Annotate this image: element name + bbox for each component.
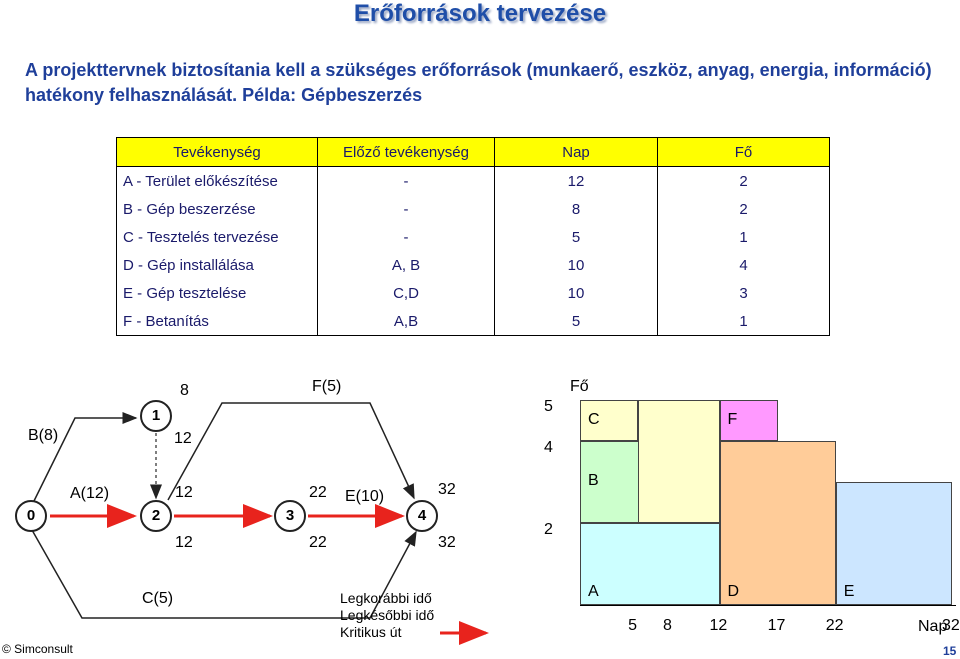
label-f5: F(5) [312,378,342,395]
resource-bar-label: E [843,583,855,600]
node-3: 3 [274,500,306,532]
label-c5: C(5) [142,590,174,607]
node-2-latest: 12 [175,534,193,551]
table-cell: 4 [658,251,830,279]
resource-bar-label: A [588,583,599,600]
network-diagram [0,370,540,650]
resource-bar-label: B [588,472,599,489]
table-header: Fő [658,138,830,167]
node-4: 4 [406,500,438,532]
table-cell: 12 [495,167,658,196]
resource-bar-d [720,441,836,605]
table-cell: 2 [658,167,830,196]
node-2-earliest: 12 [175,484,193,501]
node-4-earliest: 32 [438,481,456,498]
edge-f [168,403,414,500]
x-tick-label: 32 [942,617,960,634]
table-cell: 3 [658,279,830,307]
table-header: Előző tevékenység [318,138,495,167]
table-cell: C,D [318,279,495,307]
x-tick-label: 12 [709,617,728,634]
y-tick-label: 4 [544,439,553,456]
node-1-latest: 12 [174,430,192,447]
page-title: Erőforrások tervezése [353,0,607,27]
table-row [117,279,830,307]
table-cell: B - Gép beszerzése [117,195,318,223]
table-header: Nap [495,138,658,167]
table-cell: C - Tesztelés tervezése [117,223,318,251]
node-3-earliest: 22 [309,484,327,501]
legend-latest: Legkésőbbi idő [340,607,435,623]
table-cell: A,B [318,307,495,336]
resource-bar-label: C [588,410,600,428]
x-tick-label: 8 [663,617,672,634]
table-cell: 1 [658,307,830,336]
resource-bar-a [580,523,720,605]
resource-bar-label: F [727,410,738,428]
y-tick-label: 5 [544,398,553,415]
table-cell: 10 [495,279,658,307]
table-cell: 5 [495,307,658,336]
table-cell: A, B [318,251,495,279]
table-cell: 1 [658,223,830,251]
table-row [117,251,830,279]
table-row [117,307,830,336]
resource-bar-label: D [727,583,740,600]
legend-earliest: Legkorábbi idő [340,590,432,606]
page-number: 15 [943,644,957,658]
table-cell: A - Terület előkészítése [117,167,318,196]
resource-table [116,137,830,336]
node-3-latest: 22 [309,534,327,551]
table-header: Tevékenység [117,138,318,167]
y-axis-label: Fő [570,378,589,395]
resource-bar-c-cont [638,400,719,523]
node-1-earliest: 8 [180,382,189,399]
x-tick-label: 22 [825,617,844,634]
table-cell: 5 [495,223,658,251]
table-cell: 2 [658,195,830,223]
table-cell: 10 [495,251,658,279]
x-tick-label: 5 [628,617,638,634]
table-header-row [117,138,830,167]
intro-text: A projekttervnek biztosítania kell a szükséges erőforrások (munkaerő, eszköz, anyag, energia, információ) hatékony felhasználását. Példa: Gépbeszerzés [25,60,932,105]
table-row [117,223,830,251]
label-e10: E(10) [345,488,385,505]
table-cell: E - Gép tesztelése [117,279,318,307]
label-a12: A(12) [70,485,110,502]
table-cell: 8 [495,195,658,223]
table-row [117,167,830,196]
table-cell: F - Betanítás [117,307,318,336]
node-1: 1 [140,400,172,432]
x-axis-line [580,605,956,606]
table-cell: - [318,167,495,196]
table-row [117,195,830,223]
node-0: 0 [15,500,47,532]
node-4-latest: 32 [438,534,456,551]
table-cell: - [318,223,495,251]
x-axis-label: Nap [918,618,948,635]
node-2: 2 [140,500,172,532]
y-tick-label: 2 [544,521,553,538]
label-b8: B(8) [28,427,59,444]
x-tick-label: 17 [767,617,786,634]
table-cell: D - Gép installálása [117,251,318,279]
copyright: © Simconsult [2,642,73,656]
legend-critical: Kritikus út [340,624,402,640]
table-cell: - [318,195,495,223]
